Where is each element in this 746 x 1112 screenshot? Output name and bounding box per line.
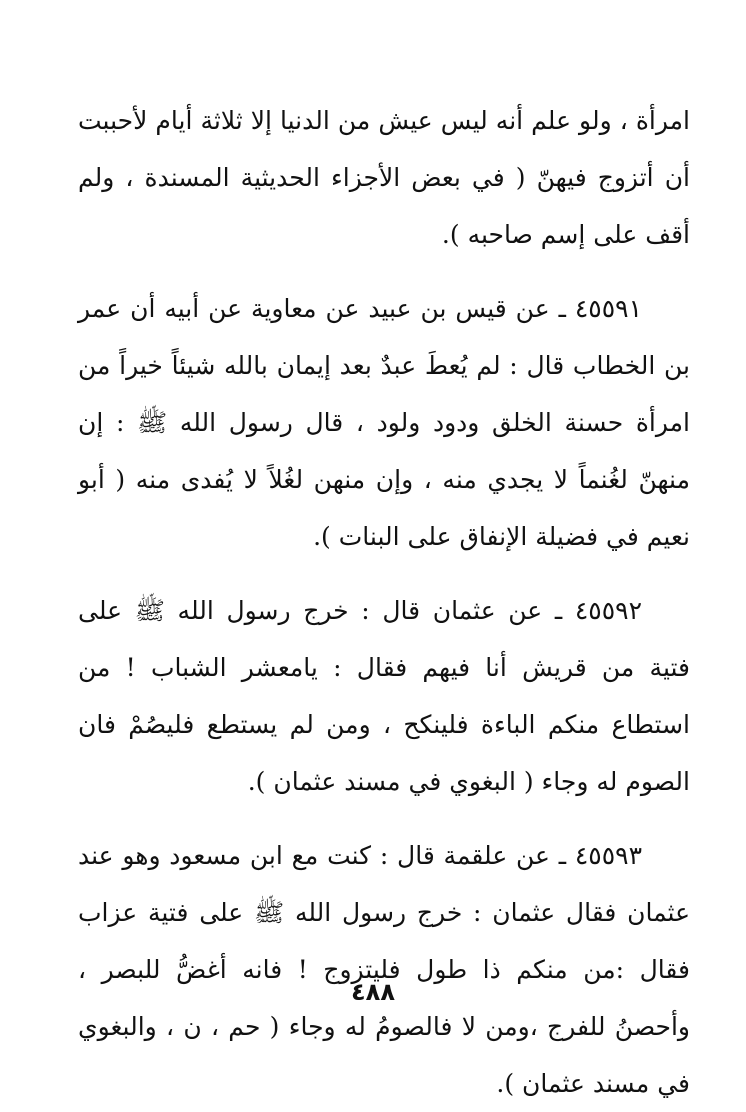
paragraph-text: ـ عن قيس بن عبيد عن معاوية عن أبيه أن عمر بن الخطاب قال : لم يُعطَ عبدٌ بعد إيمان بالله شيئاً خيراً من امرأة حسنة الخلق ودود ولود ، قال رسول الله ﷺ : إن منهنّ لغُنماً لا يجدي منه ، وإن منهن لغُلاً لا يُفدى منه ( أبو نعيم في فضيلة الإنفاق على البنات ). xyxy=(78,294,690,551)
hadith-number: ٤٥٥٩٢ xyxy=(574,596,643,625)
hadith-number: ٤٥٥٩٣ xyxy=(574,841,642,870)
hadith-paragraph xyxy=(78,827,690,1112)
hadith-paragraph xyxy=(78,280,690,565)
paragraph-text: ـ عن عثمان قال : خرج رسول الله ﷺ على فتية من قريش أنا فيهم فقال : يامعشر الشباب ! من استطاع منكم الباءة فلينكح ، ومن لم يستطع فليصُمْ فان الصوم له وجاء ( البغوي في مسند عثمان ). xyxy=(78,596,690,796)
page-number: ٤٨٨ xyxy=(351,978,395,1006)
hadith-paragraph xyxy=(78,582,690,810)
paragraph-text: امرأة ، ولو علم أنه ليس عيش من الدنيا إلا ثلاثة أيام لأحببت أن أتزوج فيهنّ ( في بعض الأجزاء الحديثية المسندة ، ولم أقف على إسم صاحبه ). xyxy=(78,106,690,249)
hadith-number: ٤٥٥٩١ xyxy=(574,294,642,323)
paragraph-text: ـ عن علقمة قال : كنت مع ابن مسعود وهو عند عثمان فقال عثمان : خرج رسول الله ﷺ على فتية عزاب فقال :من منكم ذا طول فليتزوج ! فانه أغضُّ للبصر ، وأحصنُ للفرج ،ومن لا فالصومُ له وجاء ( حم ، ن ، والبغوي في مسند عثمان ). xyxy=(78,841,690,1098)
document-body xyxy=(78,92,690,1112)
paragraph-continuation xyxy=(78,92,690,263)
